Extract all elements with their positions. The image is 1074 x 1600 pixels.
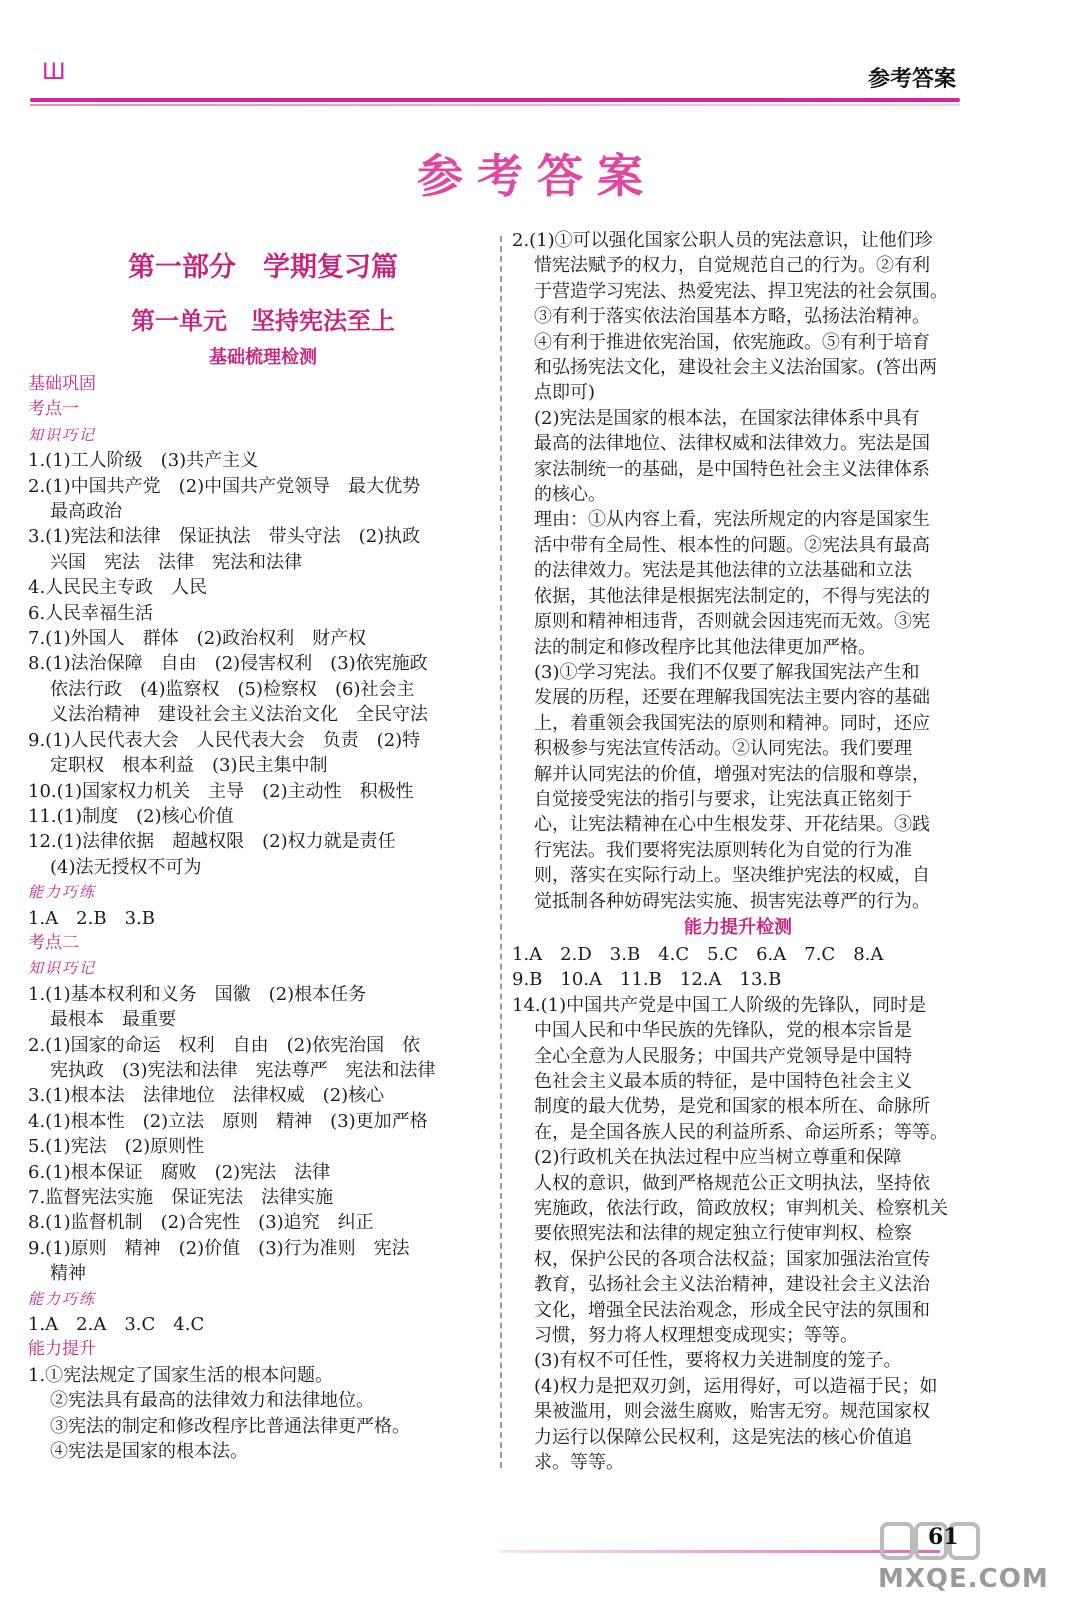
answer-line: 心，让宪法精神在心中生根发芽、开花结果。③践	[534, 814, 930, 836]
answers-kaodian-2	[28, 982, 498, 1287]
answer-line: 2.(1)中国共产党 (2)中国共产党领导 最大优势	[28, 475, 421, 497]
answer-line: 家法制统一的基础，是中国特色社会主义法律体系	[534, 458, 930, 480]
answer-line: 求。等等。	[534, 1452, 624, 1474]
part-title: 第一部分 学期复习篇	[128, 252, 398, 283]
answer-line: 上，着重领会我国宪法的原则和精神。同时，还应	[534, 712, 930, 734]
answer-line: 的法律效力。宪法是其他法律的立法基础和立法	[534, 560, 912, 582]
answer-line: 中国人民和中华民族的先锋队，党的根本宗旨是	[534, 1020, 912, 1042]
page-number: 61	[928, 1524, 959, 1550]
answer-line: 人权的意识，做到严格规范公正文明执法，坚持依	[534, 1172, 930, 1194]
answer-line: 发展的历程，还要在理解我国宪法主要内容的基础	[534, 687, 930, 709]
heading-tisheng: 能力提升	[28, 1339, 96, 1360]
answer-line: 定职权 根本利益 (3)民主集中制	[50, 755, 328, 777]
answer-line: 3.(1)宪法和法律 保证执法 带头守法 (2)执政	[28, 526, 421, 548]
answer-line: 6.人民幸福生活	[28, 602, 154, 624]
answer-line: (2)宪法是国家的根本法，在国家法律体系中具有	[534, 407, 920, 429]
answer-line: 在，是全国各族人民的利益所系、命运所系；等等。	[534, 1121, 948, 1143]
answer-line: (4)权力是把双刃剑，运用得好，可以造福于民；如	[534, 1375, 938, 1397]
answer-line: 觉抵制各种妨碍宪法实施、损害宪法尊严的行为。	[534, 890, 930, 912]
answer-line: 色社会主义最本质的特征，是中国特色社会主义	[534, 1071, 912, 1092]
answer-line: 4.人民民主专政 人民	[28, 577, 208, 599]
heading-nengli-2: 能力巧练	[28, 1289, 97, 1308]
answer-line: 解并认同宪法的价值，增强对宪法的信服和尊崇，	[534, 763, 930, 785]
answer-line: 3.(1)根本法 法律地位 法律权威 (2)核心	[28, 1085, 385, 1107]
answer-line: 要依照宪法和法律的规定独立行使审判权、检察	[534, 1223, 912, 1245]
answer-line: 和弘扬宪法文化，建设社会主义法治国家。(答出两	[534, 357, 938, 379]
answer-line: 1.①宪法规定了国家生活的根本问题。	[28, 1364, 334, 1386]
answer-line: 5.(1)宪法 (2)原则性	[28, 1136, 205, 1158]
heading-zhishi-2: 知识巧记	[28, 959, 97, 978]
answers-kaodian-1	[28, 448, 498, 880]
answer-line: 兴国 宪法 法律 宪法和法律	[50, 551, 302, 573]
answer-line: 义法治精神 建设社会主义法治文化 全民守法	[50, 704, 428, 726]
answer-line: 教育，弘扬社会主义法治精神，建设社会主义法治	[534, 1274, 930, 1296]
answer-line: 4.(1)根本性 (2)立法 原则 精神 (3)更加严格	[28, 1110, 428, 1132]
answer-line: 12.(1)法律依据 超越权限 (2)权力就是责任	[28, 831, 396, 853]
heading-kaodian-2: 考点二	[28, 932, 79, 953]
answer-line: 宪执政 (3)宪法和法律 宪法尊严 宪法和法律	[50, 1059, 436, 1081]
answer-line: 9.(1)人民代表大会 人民代表大会 负责 (2)特	[28, 729, 421, 751]
answers-q14	[512, 993, 964, 1476]
answer-line: 依法行政 (4)监察权 (5)检察权 (6)社会主	[50, 678, 415, 700]
heading-kaodian-1: 考点一	[28, 399, 79, 420]
right-column	[512, 228, 964, 1476]
answer-line: 依据，其他法律是根据宪法制定的，不得与宪法的	[534, 585, 930, 607]
section-ability-title: 能力提升检测	[684, 916, 792, 938]
answer-line: 1.A 2.A 3.C 4.C	[28, 1314, 205, 1336]
unit-title: 第一单元 坚持宪法至上	[131, 307, 395, 335]
answer-line: 7.监督宪法实施 保证宪法 法律实施	[28, 1187, 334, 1208]
answer-line: (3)有权不可任性，要将权力关进制度的笼子。	[534, 1350, 902, 1372]
section-basic-title: 基础梳理检测	[209, 347, 317, 368]
answer-line: 习惯，努力将人权理想变成现实；等等。	[534, 1325, 858, 1347]
page-header	[0, 0, 1074, 110]
answer-line: ③宪法的制定和修改程序比普通法律更严格。	[50, 1415, 410, 1437]
answer-line: 1.(1)工人阶级 (3)共产主义	[28, 450, 259, 472]
answer-line: 全心全意为人民服务；中国共产党领导是中国特	[534, 1045, 912, 1067]
answer-line: 7.(1)外国人 群体 (2)政治权利 财产权	[28, 628, 367, 650]
main-title: 参考答案	[417, 149, 657, 203]
answer-line: 理由：①从内容上看，宪法所规定的内容是国家生	[534, 509, 930, 531]
answer-line: 6.(1)根本保证 腐败 (2)宪法 法律	[28, 1161, 331, 1183]
answer-line: 宪施政，依法行政，简政放权；审判机关、检察机关	[534, 1198, 948, 1220]
answer-line: 1.(1)基本权利和义务 国徽 (2)根本任务	[28, 983, 367, 1005]
answer-line: 14.(1)中国共产党是中国工人阶级的先锋队，同时是	[512, 994, 927, 1016]
answer-line: 8.(1)监督机制 (2)合宪性 (3)追究 纠正	[28, 1212, 374, 1234]
answer-line: 则，落实在实际行动上。坚决维护宪法的权威，自	[534, 865, 930, 887]
answer-line: 惜宪法赋予的权力，自觉规范自己的行为。②有利	[534, 255, 930, 277]
answer-line: 积极参与宪法宣传活动。②认同宪法。我们要理	[534, 738, 912, 760]
answer-line: 制度的最大优势，是党和国家的根本所在、命脉所	[534, 1096, 930, 1118]
answer-line: 活中带有全局性、根本性的问题。②宪法具有最高	[534, 534, 930, 556]
answer-line: 于营造学习宪法、热爱宪法、捍卫宪法的社会氛围。	[534, 280, 948, 302]
answer-line: 原则和精神相违背，否则就会因违宪而无效。③宪	[534, 611, 930, 633]
answer-line: 最高政治	[50, 501, 122, 523]
answer-line: 9.(1)原则 精神 (2)价值 (3)行为准则 宪法	[28, 1237, 410, 1259]
answers-q2	[512, 228, 964, 914]
answer-line: 文化，增强全民法治观念，形成全民守法的氛围和	[534, 1299, 930, 1321]
answer-line: 2.(1)国家的命运 权利 自由 (2)依宪治国 依	[28, 1034, 421, 1056]
answer-line: 8.(1)法治保障 自由 (2)侵害权利 (3)依宪施政	[28, 653, 428, 675]
answer-line: ②宪法具有最高的法律效力和法律地位。	[50, 1390, 374, 1412]
heading-jichu: 基础巩固	[28, 374, 96, 394]
answer-line: 精神	[50, 1263, 86, 1285]
answer-line: 11.(1)制度 (2)核心价值	[28, 805, 234, 827]
answer-line: 最高的法律地位、法律权威和法律效力。宪法是国	[534, 433, 930, 455]
heading-zhishi-1: 知识巧记	[28, 425, 97, 444]
header-title: 参考答案	[867, 67, 956, 92]
answer-line: ④有利于推进依宪治国，依宪施政。⑤有利于培育	[534, 331, 930, 353]
page-footer	[0, 1520, 1074, 1600]
left-column	[28, 228, 498, 1464]
answer-line: 力运行以保障公民权利，这是宪法的核心价值追	[534, 1426, 912, 1448]
answer-line: 自觉接受宪法的指引与要求，让宪法真正铭刻于	[534, 788, 912, 810]
answer-line: 2.(1)①可以强化国家公职人员的宪法意识，让他们珍	[512, 230, 933, 251]
header-rule	[30, 98, 960, 102]
answer-line: (2)行政机关在执法过程中应当树立尊重和保障	[534, 1147, 902, 1169]
answer-line: 10.(1)国家权力机关 主导 (2)主动性 积极性	[28, 780, 414, 802]
answer-line: 9.B 10.A 11.B 12.A 13.B	[512, 969, 782, 991]
answer-line: 法的制定和修改程序比其他法律更加严格。	[534, 636, 876, 658]
header-rule-light	[30, 104, 960, 106]
answers-tisheng	[28, 1363, 498, 1465]
column-divider	[500, 236, 502, 1468]
answer-line: ③有利于落实依法治国基本方略，弘扬法治精神。	[534, 306, 930, 328]
answer-line: 行宪法。我们要将宪法原则转化为自觉的行为准	[534, 839, 912, 861]
answer-line: ④宪法是国家的根本法。	[50, 1441, 248, 1463]
footer-rule	[500, 1550, 940, 1553]
answer-line: 权，保护公民的各项合法权益；国家加强法治宣传	[534, 1248, 930, 1270]
answer-line: 1.A 2.D 3.B 4.C 5.C 6.A 7.C 8.A	[512, 943, 884, 965]
answer-line: (4)法无授权不可为	[50, 856, 202, 878]
heading-nengli-1: 能力巧练	[28, 883, 97, 902]
watermark-text: MXQE.COM	[878, 1564, 1049, 1594]
answer-line: 1.A 2.B 3.B	[28, 907, 155, 929]
header-mark: Ш	[42, 60, 65, 85]
answer-line: 最根本 最重要	[50, 1009, 176, 1031]
answer-line: 果被滥用，则会滋生腐败，贻害无穷。规范国家权	[534, 1401, 930, 1423]
answer-line: (3)①学习宪法。我们不仅要了解我国宪法产生和	[534, 661, 920, 683]
answer-line: 的核心。	[534, 484, 606, 506]
answer-line: 点即可)	[534, 382, 596, 404]
